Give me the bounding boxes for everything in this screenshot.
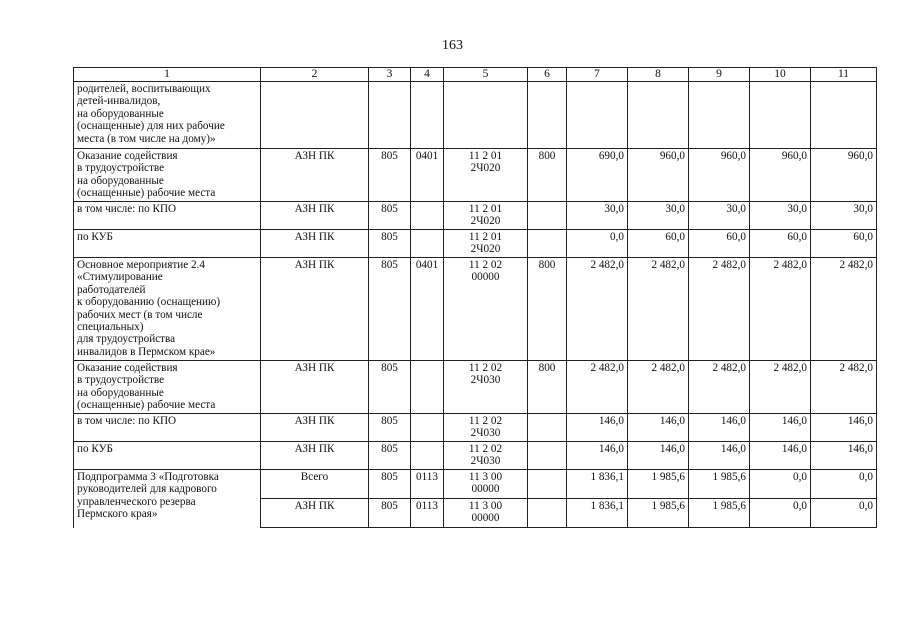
- target-article-part: 11 2 01: [468, 231, 503, 243]
- target-article-part: 2Ч030: [470, 374, 501, 387]
- target-article-cell: [444, 230, 528, 258]
- target-article-part: 00000: [471, 271, 500, 284]
- target-article-part: 2Ч020: [470, 243, 501, 256]
- amount-cell: 1 985,6: [628, 499, 689, 528]
- target-article-cell: [444, 361, 528, 414]
- target-article-part: 11 2 02: [468, 443, 503, 455]
- amount-cell: 2 482,0: [750, 258, 811, 361]
- subprogram-name: Подпрограмма 3 «Подготовка руководителей для кадрового управленческого резерва Пермского края»: [74, 470, 261, 528]
- amount-cell: 2 482,0: [811, 361, 877, 414]
- ministry-code-cell: 805: [369, 149, 411, 202]
- administrator-cell: Всего: [261, 470, 369, 499]
- ministry-code-cell: 805: [369, 414, 411, 442]
- target-article-cell: [444, 442, 528, 470]
- amount-cell: 146,0: [811, 442, 877, 470]
- administrator-cell: АЗН ПК: [261, 499, 369, 528]
- target-article-part: 11 2 02: [468, 259, 503, 271]
- amount-cell: 1 836,1: [567, 499, 628, 528]
- column-number: 4: [411, 68, 444, 82]
- administrator-cell: АЗН ПК: [261, 230, 369, 258]
- amount-cell: 30,0: [811, 202, 877, 230]
- section-code-cell: [411, 361, 444, 414]
- amount-cell: 960,0: [628, 149, 689, 202]
- amount-cell: 30,0: [689, 202, 750, 230]
- table-row: [74, 258, 877, 361]
- expense-type-cell: [528, 499, 567, 528]
- row-name: Основное мероприятие 2.4 «Стимулирование работодателей к оборудованию (оснащению) рабочих мест (в том числе специальных) для трудоустройства инвалидов в Пермском крае»: [74, 258, 261, 361]
- ministry-code-cell: [369, 82, 411, 149]
- target-article-part: 00000: [471, 483, 500, 496]
- administrator-cell: АЗН ПК: [261, 258, 369, 361]
- table-row: [74, 230, 877, 258]
- amount-cell: 146,0: [628, 442, 689, 470]
- target-article-part: 11 3 00: [468, 500, 503, 512]
- expense-type-cell: 800: [528, 258, 567, 361]
- column-number: 7: [567, 68, 628, 82]
- column-number: 1: [74, 68, 261, 82]
- amount-cell: 0,0: [567, 230, 628, 258]
- amount-cell: [689, 82, 750, 149]
- column-number: 9: [689, 68, 750, 82]
- amount-cell: 2 482,0: [628, 258, 689, 361]
- amount-cell: 30,0: [567, 202, 628, 230]
- column-number: 11: [811, 68, 877, 82]
- target-article-part: 2Ч020: [470, 215, 501, 228]
- row-name: по КУБ: [74, 442, 261, 470]
- target-article-cell: [444, 258, 528, 361]
- amount-cell: 2 482,0: [567, 361, 628, 414]
- amount-cell: 30,0: [750, 202, 811, 230]
- amount-cell: 30,0: [628, 202, 689, 230]
- section-code-cell: [411, 202, 444, 230]
- table-row: [74, 414, 877, 442]
- amount-cell: 146,0: [567, 414, 628, 442]
- section-code-cell: [411, 414, 444, 442]
- section-code-cell: 0401: [411, 149, 444, 202]
- budget-table: [73, 67, 877, 528]
- amount-cell: 0,0: [811, 470, 877, 499]
- amount-cell: 60,0: [811, 230, 877, 258]
- table-row: [74, 149, 877, 202]
- target-article-part: 11 2 02: [468, 362, 503, 374]
- target-article-cell: [444, 202, 528, 230]
- amount-cell: 960,0: [689, 149, 750, 202]
- amount-cell: [567, 82, 628, 149]
- target-article-part: 11 2 01: [468, 150, 503, 162]
- amount-cell: 0,0: [750, 499, 811, 528]
- amount-cell: 60,0: [628, 230, 689, 258]
- amount-cell: 2 482,0: [750, 361, 811, 414]
- section-code-cell: [411, 82, 444, 149]
- amount-cell: [628, 82, 689, 149]
- target-article-part: 11 2 02: [468, 415, 503, 427]
- amount-cell: 60,0: [689, 230, 750, 258]
- target-article-part: 2Ч030: [470, 427, 501, 440]
- administrator-cell: АЗН ПК: [261, 202, 369, 230]
- row-name: по КУБ: [74, 230, 261, 258]
- table-row: [74, 442, 877, 470]
- column-number: 8: [628, 68, 689, 82]
- expense-type-cell: 800: [528, 361, 567, 414]
- target-article-cell: [444, 414, 528, 442]
- section-code-cell: [411, 230, 444, 258]
- table-row: [74, 82, 877, 149]
- amount-cell: 2 482,0: [567, 258, 628, 361]
- section-code-cell: [411, 442, 444, 470]
- amount-cell: 960,0: [750, 149, 811, 202]
- amount-cell: 146,0: [689, 414, 750, 442]
- amount-cell: 60,0: [750, 230, 811, 258]
- administrator-cell: АЗН ПК: [261, 149, 369, 202]
- section-code-cell: 0113: [411, 470, 444, 499]
- expense-type-cell: [528, 470, 567, 499]
- expense-type-cell: [528, 414, 567, 442]
- table-row: [74, 361, 877, 414]
- target-article-part: 11 2 01: [468, 203, 503, 215]
- amount-cell: 1 836,1: [567, 470, 628, 499]
- administrator-cell: АЗН ПК: [261, 442, 369, 470]
- row-name: в том числе: по КПО: [74, 414, 261, 442]
- row-name: Оказание содействия в трудоустройстве на оборудованные (оснащенные) рабочие места: [74, 149, 261, 202]
- expense-type-cell: [528, 442, 567, 470]
- administrator-cell: [261, 82, 369, 149]
- ministry-code-cell: 805: [369, 361, 411, 414]
- target-article-part: 2Ч020: [470, 162, 501, 175]
- amount-cell: 146,0: [628, 414, 689, 442]
- amount-cell: 2 482,0: [689, 258, 750, 361]
- amount-cell: 146,0: [750, 414, 811, 442]
- column-number-row: [74, 68, 877, 82]
- table-row: [74, 470, 877, 499]
- page-number: 163: [442, 38, 463, 53]
- target-article-part: 2Ч030: [470, 455, 501, 468]
- administrator-cell: АЗН ПК: [261, 361, 369, 414]
- amount-cell: 690,0: [567, 149, 628, 202]
- row-name: Оказание содействия в трудоустройстве на оборудованные (оснащенные) рабочие места: [74, 361, 261, 414]
- target-article-part: 11 3 00: [468, 471, 503, 483]
- amount-cell: 146,0: [811, 414, 877, 442]
- table-row: [74, 202, 877, 230]
- amount-cell: 1 985,6: [628, 470, 689, 499]
- amount-cell: 0,0: [750, 470, 811, 499]
- expense-type-cell: [528, 82, 567, 149]
- column-number: 2: [261, 68, 369, 82]
- target-article-cell: [444, 149, 528, 202]
- amount-cell: 2 482,0: [689, 361, 750, 414]
- row-name: в том числе: по КПО: [74, 202, 261, 230]
- target-article-cell: [444, 470, 528, 499]
- column-number: 6: [528, 68, 567, 82]
- expense-type-cell: 800: [528, 149, 567, 202]
- amount-cell: 146,0: [567, 442, 628, 470]
- ministry-code-cell: 805: [369, 202, 411, 230]
- target-article-cell: [444, 82, 528, 149]
- amount-cell: 1 985,6: [689, 470, 750, 499]
- amount-cell: 2 482,0: [628, 361, 689, 414]
- target-article-part: 00000: [471, 512, 500, 525]
- amount-cell: 2 482,0: [811, 258, 877, 361]
- section-code-cell: 0401: [411, 258, 444, 361]
- expense-type-cell: [528, 230, 567, 258]
- amount-cell: 960,0: [811, 149, 877, 202]
- ministry-code-cell: 805: [369, 442, 411, 470]
- column-number: 3: [369, 68, 411, 82]
- expense-type-cell: [528, 202, 567, 230]
- ministry-code-cell: 805: [369, 258, 411, 361]
- amount-cell: 0,0: [811, 499, 877, 528]
- ministry-code-cell: 805: [369, 499, 411, 528]
- section-code-cell: 0113: [411, 499, 444, 528]
- amount-cell: [750, 82, 811, 149]
- amount-cell: [811, 82, 877, 149]
- row-name: родителей, воспитывающих детей-инвалидов, на оборудованные (оснащенные) для них рабочие места (в том числе на дому)»: [74, 82, 261, 149]
- amount-cell: 146,0: [689, 442, 750, 470]
- column-number: 10: [750, 68, 811, 82]
- amount-cell: 1 985,6: [689, 499, 750, 528]
- target-article-cell: [444, 499, 528, 528]
- ministry-code-cell: 805: [369, 230, 411, 258]
- column-number: 5: [444, 68, 528, 82]
- administrator-cell: АЗН ПК: [261, 414, 369, 442]
- amount-cell: 146,0: [750, 442, 811, 470]
- ministry-code-cell: 805: [369, 470, 411, 499]
